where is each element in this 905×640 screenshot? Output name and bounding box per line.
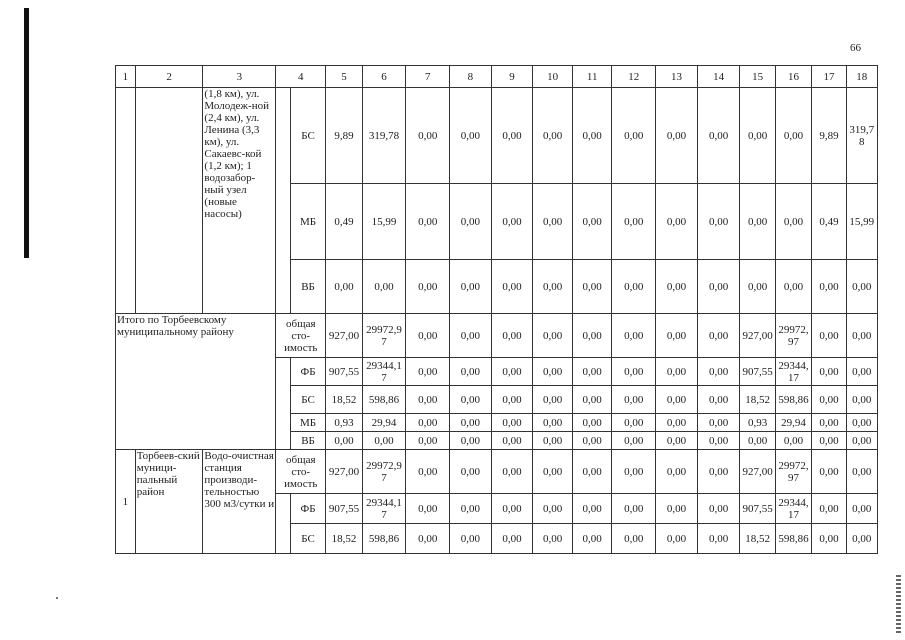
value-cell: 18,52 — [740, 524, 775, 554]
value-cell: 0,00 — [406, 88, 450, 184]
funding-source: МБ — [290, 414, 325, 432]
value-cell: 0,00 — [572, 524, 612, 554]
value-cell: 0,00 — [572, 450, 612, 494]
column-number: 18 — [846, 66, 877, 88]
header-row — [116, 66, 878, 88]
value-cell: 598,86 — [362, 524, 406, 554]
value-cell: 0,00 — [450, 414, 492, 432]
object-name: Водо-очистная станция производи-тельностью 300 м3/сутки и — [203, 450, 276, 554]
binder-edge-mark — [24, 8, 29, 258]
item-number: 1 — [116, 450, 136, 554]
total-label: Итого по Торбеевскому муниципальному району — [116, 314, 276, 450]
value-cell: 0,00 — [491, 524, 533, 554]
value-cell: 0,49 — [812, 184, 846, 260]
value-cell: 0,00 — [697, 494, 740, 524]
value-cell: 927,00 — [326, 450, 362, 494]
value-cell: 0,00 — [656, 450, 698, 494]
value-cell: 0,00 — [697, 358, 740, 386]
page-number: 66 — [850, 42, 861, 54]
total-cost-label: общая сто-имость — [276, 314, 326, 358]
column-number: 2 — [135, 66, 203, 88]
value-cell: 0,00 — [533, 260, 573, 314]
value-cell: 0,00 — [740, 184, 775, 260]
value-cell: 0,00 — [572, 414, 612, 432]
value-cell: 927,00 — [740, 450, 775, 494]
value-cell: 0,00 — [656, 494, 698, 524]
value-cell: 0,00 — [450, 260, 492, 314]
value-cell: 0,00 — [450, 494, 492, 524]
value-cell: 0,00 — [846, 314, 877, 358]
value-cell: 907,55 — [740, 358, 775, 386]
column-number: 16 — [775, 66, 811, 88]
funding-source: БС — [290, 88, 325, 184]
funding-source: ФБ — [290, 494, 325, 524]
value-cell: 0,00 — [406, 524, 450, 554]
value-cell: 0,00 — [740, 260, 775, 314]
value-cell: 29344,17 — [362, 358, 406, 386]
value-cell: 0,93 — [740, 414, 775, 432]
district-cell — [135, 88, 203, 314]
value-cell: 927,00 — [326, 314, 362, 358]
value-cell: 0,00 — [812, 494, 846, 524]
value-cell: 29972,97 — [362, 450, 406, 494]
value-cell: 0,00 — [812, 524, 846, 554]
value-cell: 0,00 — [406, 432, 450, 450]
value-cell: 18,52 — [326, 386, 362, 414]
value-cell: 0,00 — [846, 494, 877, 524]
value-cell: 0,00 — [572, 432, 612, 450]
value-cell: 0,00 — [846, 386, 877, 414]
value-cell: 0,00 — [846, 260, 877, 314]
value-cell: 9,89 — [326, 88, 362, 184]
value-cell: 0,00 — [846, 432, 877, 450]
value-cell: 0,00 — [326, 432, 362, 450]
budget-table — [115, 65, 878, 554]
value-cell: 0,00 — [656, 432, 698, 450]
column-number: 6 — [362, 66, 406, 88]
value-cell: 0,00 — [812, 260, 846, 314]
column-number: 5 — [326, 66, 362, 88]
value-cell: 0,00 — [812, 432, 846, 450]
value-cell: 0,00 — [450, 314, 492, 358]
incl-label — [276, 358, 291, 450]
value-cell: 0,00 — [362, 432, 406, 450]
value-cell: 0,00 — [362, 260, 406, 314]
value-cell: 0,00 — [812, 314, 846, 358]
value-cell: 0,00 — [406, 314, 450, 358]
column-number: 17 — [812, 66, 846, 88]
value-cell: 9,89 — [812, 88, 846, 184]
value-cell: 0,00 — [491, 358, 533, 386]
value-cell: 0,00 — [450, 358, 492, 386]
value-cell: 0,00 — [491, 314, 533, 358]
value-cell: 0,00 — [656, 184, 698, 260]
column-number: 7 — [406, 66, 450, 88]
column-number: 8 — [450, 66, 492, 88]
value-cell: 0,00 — [572, 358, 612, 386]
value-cell: 0,00 — [533, 450, 573, 494]
value-cell: 0,00 — [491, 450, 533, 494]
value-cell: 29344,17 — [362, 494, 406, 524]
value-cell: 0,00 — [846, 450, 877, 494]
value-cell: 0,00 — [533, 414, 573, 432]
blank-incl-cell — [276, 88, 291, 314]
value-cell: 0,00 — [846, 414, 877, 432]
value-cell: 0,00 — [406, 494, 450, 524]
funding-source: ФБ — [290, 358, 325, 386]
value-cell: 0,00 — [406, 386, 450, 414]
scan-speck — [56, 597, 58, 599]
value-cell: 0,00 — [406, 414, 450, 432]
column-number: 12 — [612, 66, 656, 88]
value-cell: 0,00 — [533, 432, 573, 450]
total-cost-label: общая сто-имость — [276, 450, 326, 494]
value-cell: 0,00 — [450, 88, 492, 184]
value-cell: 0,00 — [612, 184, 656, 260]
value-cell: 0,00 — [697, 414, 740, 432]
value-cell: 0,00 — [697, 88, 740, 184]
value-cell: 0,00 — [697, 450, 740, 494]
funding-source: БС — [290, 524, 325, 554]
value-cell: 0,00 — [450, 184, 492, 260]
value-cell: 319,78 — [362, 88, 406, 184]
value-cell: 0,00 — [697, 524, 740, 554]
value-cell: 0,00 — [491, 432, 533, 450]
value-cell: 0,00 — [572, 260, 612, 314]
value-cell: 0,00 — [812, 450, 846, 494]
value-cell: 18,52 — [326, 524, 362, 554]
value-cell: 0,00 — [450, 432, 492, 450]
value-cell: 927,00 — [740, 314, 775, 358]
value-cell: 0,00 — [406, 184, 450, 260]
value-cell: 0,00 — [740, 88, 775, 184]
value-cell: 0,00 — [406, 450, 450, 494]
value-cell: 0,00 — [656, 314, 698, 358]
table-row — [116, 88, 878, 184]
value-cell: 0,00 — [450, 386, 492, 414]
value-cell: 907,55 — [326, 358, 362, 386]
value-cell: 0,00 — [572, 386, 612, 414]
value-cell: 29344,17 — [775, 358, 811, 386]
district-name: Торбеев-ский муници-пальный район — [135, 450, 203, 554]
value-cell: 29,94 — [362, 414, 406, 432]
value-cell: 0,00 — [612, 450, 656, 494]
value-cell: 29972,97 — [362, 314, 406, 358]
object-description: (1,8 км), ул. Молодеж-ной (2,4 км), ул. Ленина (3,3 км), ул. Сакаевс-кой (1,2 км); 1 водозабор-ный узел (новые насосы) — [203, 88, 276, 314]
scan-edge-artifact — [896, 575, 901, 633]
value-cell: 0,00 — [612, 432, 656, 450]
value-cell: 29344,17 — [775, 494, 811, 524]
funding-source: БС — [290, 386, 325, 414]
value-cell: 0,00 — [406, 260, 450, 314]
column-number: 1 — [116, 66, 136, 88]
value-cell: 0,49 — [326, 184, 362, 260]
value-cell: 0,93 — [326, 414, 362, 432]
value-cell: 0,00 — [491, 386, 533, 414]
value-cell: 0,00 — [846, 524, 877, 554]
value-cell: 0,00 — [656, 260, 698, 314]
value-cell: 0,00 — [572, 184, 612, 260]
column-number: 14 — [697, 66, 740, 88]
value-cell: 0,00 — [656, 358, 698, 386]
value-cell: 0,00 — [697, 184, 740, 260]
value-cell: 907,55 — [326, 494, 362, 524]
value-cell: 0,00 — [533, 184, 573, 260]
value-cell: 0,00 — [812, 358, 846, 386]
incl-label — [276, 494, 291, 554]
value-cell: 598,86 — [775, 386, 811, 414]
value-cell: 0,00 — [775, 88, 811, 184]
value-cell: 319,78 — [846, 88, 877, 184]
value-cell: 0,00 — [697, 432, 740, 450]
value-cell: 0,00 — [533, 314, 573, 358]
value-cell: 0,00 — [491, 184, 533, 260]
value-cell: 0,00 — [491, 414, 533, 432]
value-cell: 0,00 — [775, 432, 811, 450]
value-cell: 907,55 — [740, 494, 775, 524]
value-cell: 0,00 — [612, 88, 656, 184]
funding-source: ВБ — [290, 260, 325, 314]
value-cell: 0,00 — [572, 314, 612, 358]
value-cell: 0,00 — [656, 386, 698, 414]
value-cell: 15,99 — [362, 184, 406, 260]
value-cell: 0,00 — [533, 524, 573, 554]
num-cell — [116, 88, 136, 314]
value-cell: 0,00 — [572, 88, 612, 184]
total-row — [116, 314, 878, 358]
value-cell: 29972,97 — [775, 314, 811, 358]
value-cell: 0,00 — [612, 386, 656, 414]
value-cell: 0,00 — [533, 358, 573, 386]
value-cell: 0,00 — [656, 88, 698, 184]
value-cell: 0,00 — [612, 358, 656, 386]
value-cell: 0,00 — [612, 314, 656, 358]
funding-source: МБ — [290, 184, 325, 260]
value-cell: 0,00 — [612, 260, 656, 314]
value-cell: 0,00 — [533, 494, 573, 524]
value-cell: 598,86 — [362, 386, 406, 414]
value-cell: 0,00 — [656, 414, 698, 432]
value-cell: 15,99 — [846, 184, 877, 260]
value-cell: 0,00 — [846, 358, 877, 386]
value-cell: 0,00 — [612, 414, 656, 432]
value-cell: 29972,97 — [775, 450, 811, 494]
value-cell: 0,00 — [612, 524, 656, 554]
funding-source: ВБ — [290, 432, 325, 450]
value-cell: 0,00 — [491, 260, 533, 314]
value-cell: 0,00 — [491, 494, 533, 524]
value-cell: 0,00 — [812, 414, 846, 432]
value-cell: 0,00 — [812, 386, 846, 414]
item-row — [116, 450, 878, 494]
value-cell: 0,00 — [450, 450, 492, 494]
value-cell: 18,52 — [740, 386, 775, 414]
value-cell: 0,00 — [533, 386, 573, 414]
column-number: 9 — [491, 66, 533, 88]
value-cell: 0,00 — [697, 314, 740, 358]
column-number: 4 — [276, 66, 326, 88]
column-number: 3 — [203, 66, 276, 88]
value-cell: 0,00 — [775, 184, 811, 260]
column-number: 10 — [533, 66, 573, 88]
value-cell: 0,00 — [491, 88, 533, 184]
value-cell: 29,94 — [775, 414, 811, 432]
value-cell: 0,00 — [775, 260, 811, 314]
value-cell: 0,00 — [450, 524, 492, 554]
value-cell: 0,00 — [656, 524, 698, 554]
column-number: 15 — [740, 66, 775, 88]
value-cell: 598,86 — [775, 524, 811, 554]
column-number: 11 — [572, 66, 612, 88]
column-number: 13 — [656, 66, 698, 88]
value-cell: 0,00 — [406, 358, 450, 386]
value-cell: 0,00 — [533, 88, 573, 184]
value-cell: 0,00 — [740, 432, 775, 450]
value-cell: 0,00 — [326, 260, 362, 314]
value-cell: 0,00 — [612, 494, 656, 524]
value-cell: 0,00 — [697, 386, 740, 414]
value-cell: 0,00 — [697, 260, 740, 314]
value-cell: 0,00 — [572, 494, 612, 524]
